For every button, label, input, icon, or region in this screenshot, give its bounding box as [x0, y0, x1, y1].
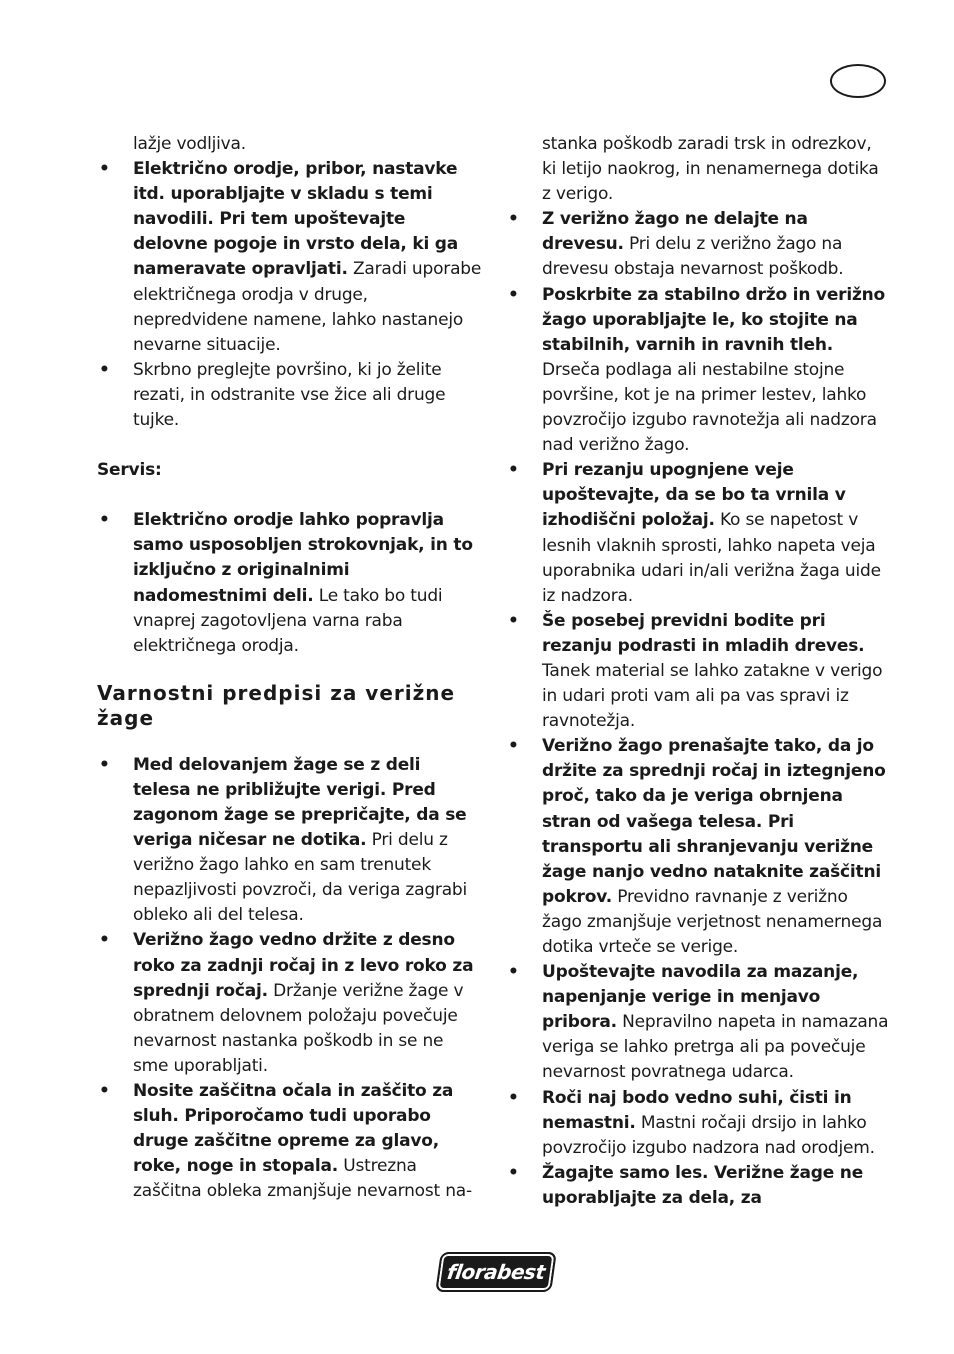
florabest-logo: [435, 1252, 557, 1292]
language-badge: [830, 64, 886, 98]
chainsaw-safety-list-right: [506, 207, 890, 1211]
chainsaw-safety-list-left: [97, 753, 482, 1205]
list-item: • Verižno žago vedno držite z desno roko za zadnji ročaj in z levo roko za sprednji ročaj. Držanje verižne žage v obratnem delovnem položaju povečuje nevarnost nastanka poškodb in se ne sme uporabljati.: [97, 928, 482, 1079]
servis-heading: Servis:: [97, 460, 162, 481]
list-item: • Verižno žago prenašajte tako, da jo držite za sprednji ročaj in iztegnjeno proč, tako da je veriga obrnjena stran od vašega telesa. Pri transportu ali shranjevanju verižne žage nanjo vedno nataknite zaščitni pokrov. Previdno ravnanje z verižno žago zmanjšuje verjetnost nenamernega dotika vrteče se verige.: [506, 734, 890, 960]
list-item: • Roči naj bodo vedno suhi, čisti in nemastni. Mastni ročaji drsijo in lahko povzročijo izgubo nadzora nad orodjem.: [506, 1086, 890, 1161]
left-column: [97, 132, 482, 1204]
right-continuation-text: stanka poškodb zaradi trsk in odrezkov, ki letijo naokrog, in nenamernega dotika z verigo.: [542, 134, 879, 205]
list-item: • Električno orodje lahko popravlja samo usposobljen strokovnjak, in to izključno z originalnimi nadomestnimi deli. Le tako bo tudi vnaprej zagotovljena varna raba električnega orodja.: [97, 508, 482, 659]
usage-list: [97, 157, 482, 433]
list-item: • Električno orodje, pribor, nastavke itd. uporabljajte v skladu s temi navodili. Pri tem upoštevajte delovne pogoje in vrsto dela, ki ga nameravate opravljati. Zaradi uporabe električnega orodja v druge, nepredvidene namene, lahko nastanejo nevarne situacije.: [97, 157, 482, 358]
list-item: • Skrbno preglejte površino, ki jo želite rezati, in odstranite vse žice ali druge tujke.: [97, 358, 482, 433]
list-item: • Med delovanjem žage se z deli telesa ne približujte verigi. Pred zagonom žage se prepričajte, da se veriga ničesar ne dotika. Pri delu z verižno žago lahko en sam trenutek nepazljivosti povzroči, da veriga zagrabi obleko ali del telesa.: [97, 753, 482, 929]
list-item: • Žagajte samo les. Verižne žage ne uporabljajte za dela, za: [506, 1161, 890, 1211]
list-item: • Nosite zaščitna očala in zaščito za sluh. Priporočamo tudi uporabo druge zaščitne opreme za glavo, roke, noge in stopala. Ustrezna zaščitna obleka zmanjšuje nevarnost na-: [97, 1079, 482, 1204]
servis-list: [97, 508, 482, 659]
list-item: • Poskrbite za stabilno držo in verižno žago uporabljajte le, ko stojite na stabilnih, varnih in ravnih tleh. Drseča podlaga ali nestabilne stojne površine, kot je na primer lestev, lahko povzročijo izgubo ravnotežja ali nadzora nad verižno žago.: [506, 283, 890, 459]
list-item: • Upoštevajte navodila za mazanje, napenjanje verige in menjavo pribora. Nepravilno napeta in namazana veriga se lahko pretrga ali pa povečuje nevarnost povratnega udarca.: [506, 960, 890, 1085]
list-item: • Še posebej previdni bodite pri rezanju podrasti in mladih dreves. Tanek material se lahko zatakne v verigo in udari proti vam ali pa vas spravi iz ravnotežja.: [506, 609, 890, 734]
left-continuation-text: lažje vodljiva.: [133, 134, 246, 154]
section-heading: Varnostni predpisi za verižne žage: [97, 680, 456, 730]
list-item: • Pri rezanju upognjene veje upoštevajte, da se bo ta vrnila v izhodiščni položaj. Ko se napetost v lesnih vlaknih sprosti, lahko napeta veja uporabnika udari in/ali verižna žaga uide iz nadzora.: [506, 458, 890, 609]
right-column: [506, 132, 890, 1211]
list-item: • Z verižno žago ne delajte na drevesu. Pri delu z verižno žago na drevesu obstaja nevarnost poškodb.: [506, 207, 890, 282]
logo-text: florabest: [445, 1260, 547, 1284]
